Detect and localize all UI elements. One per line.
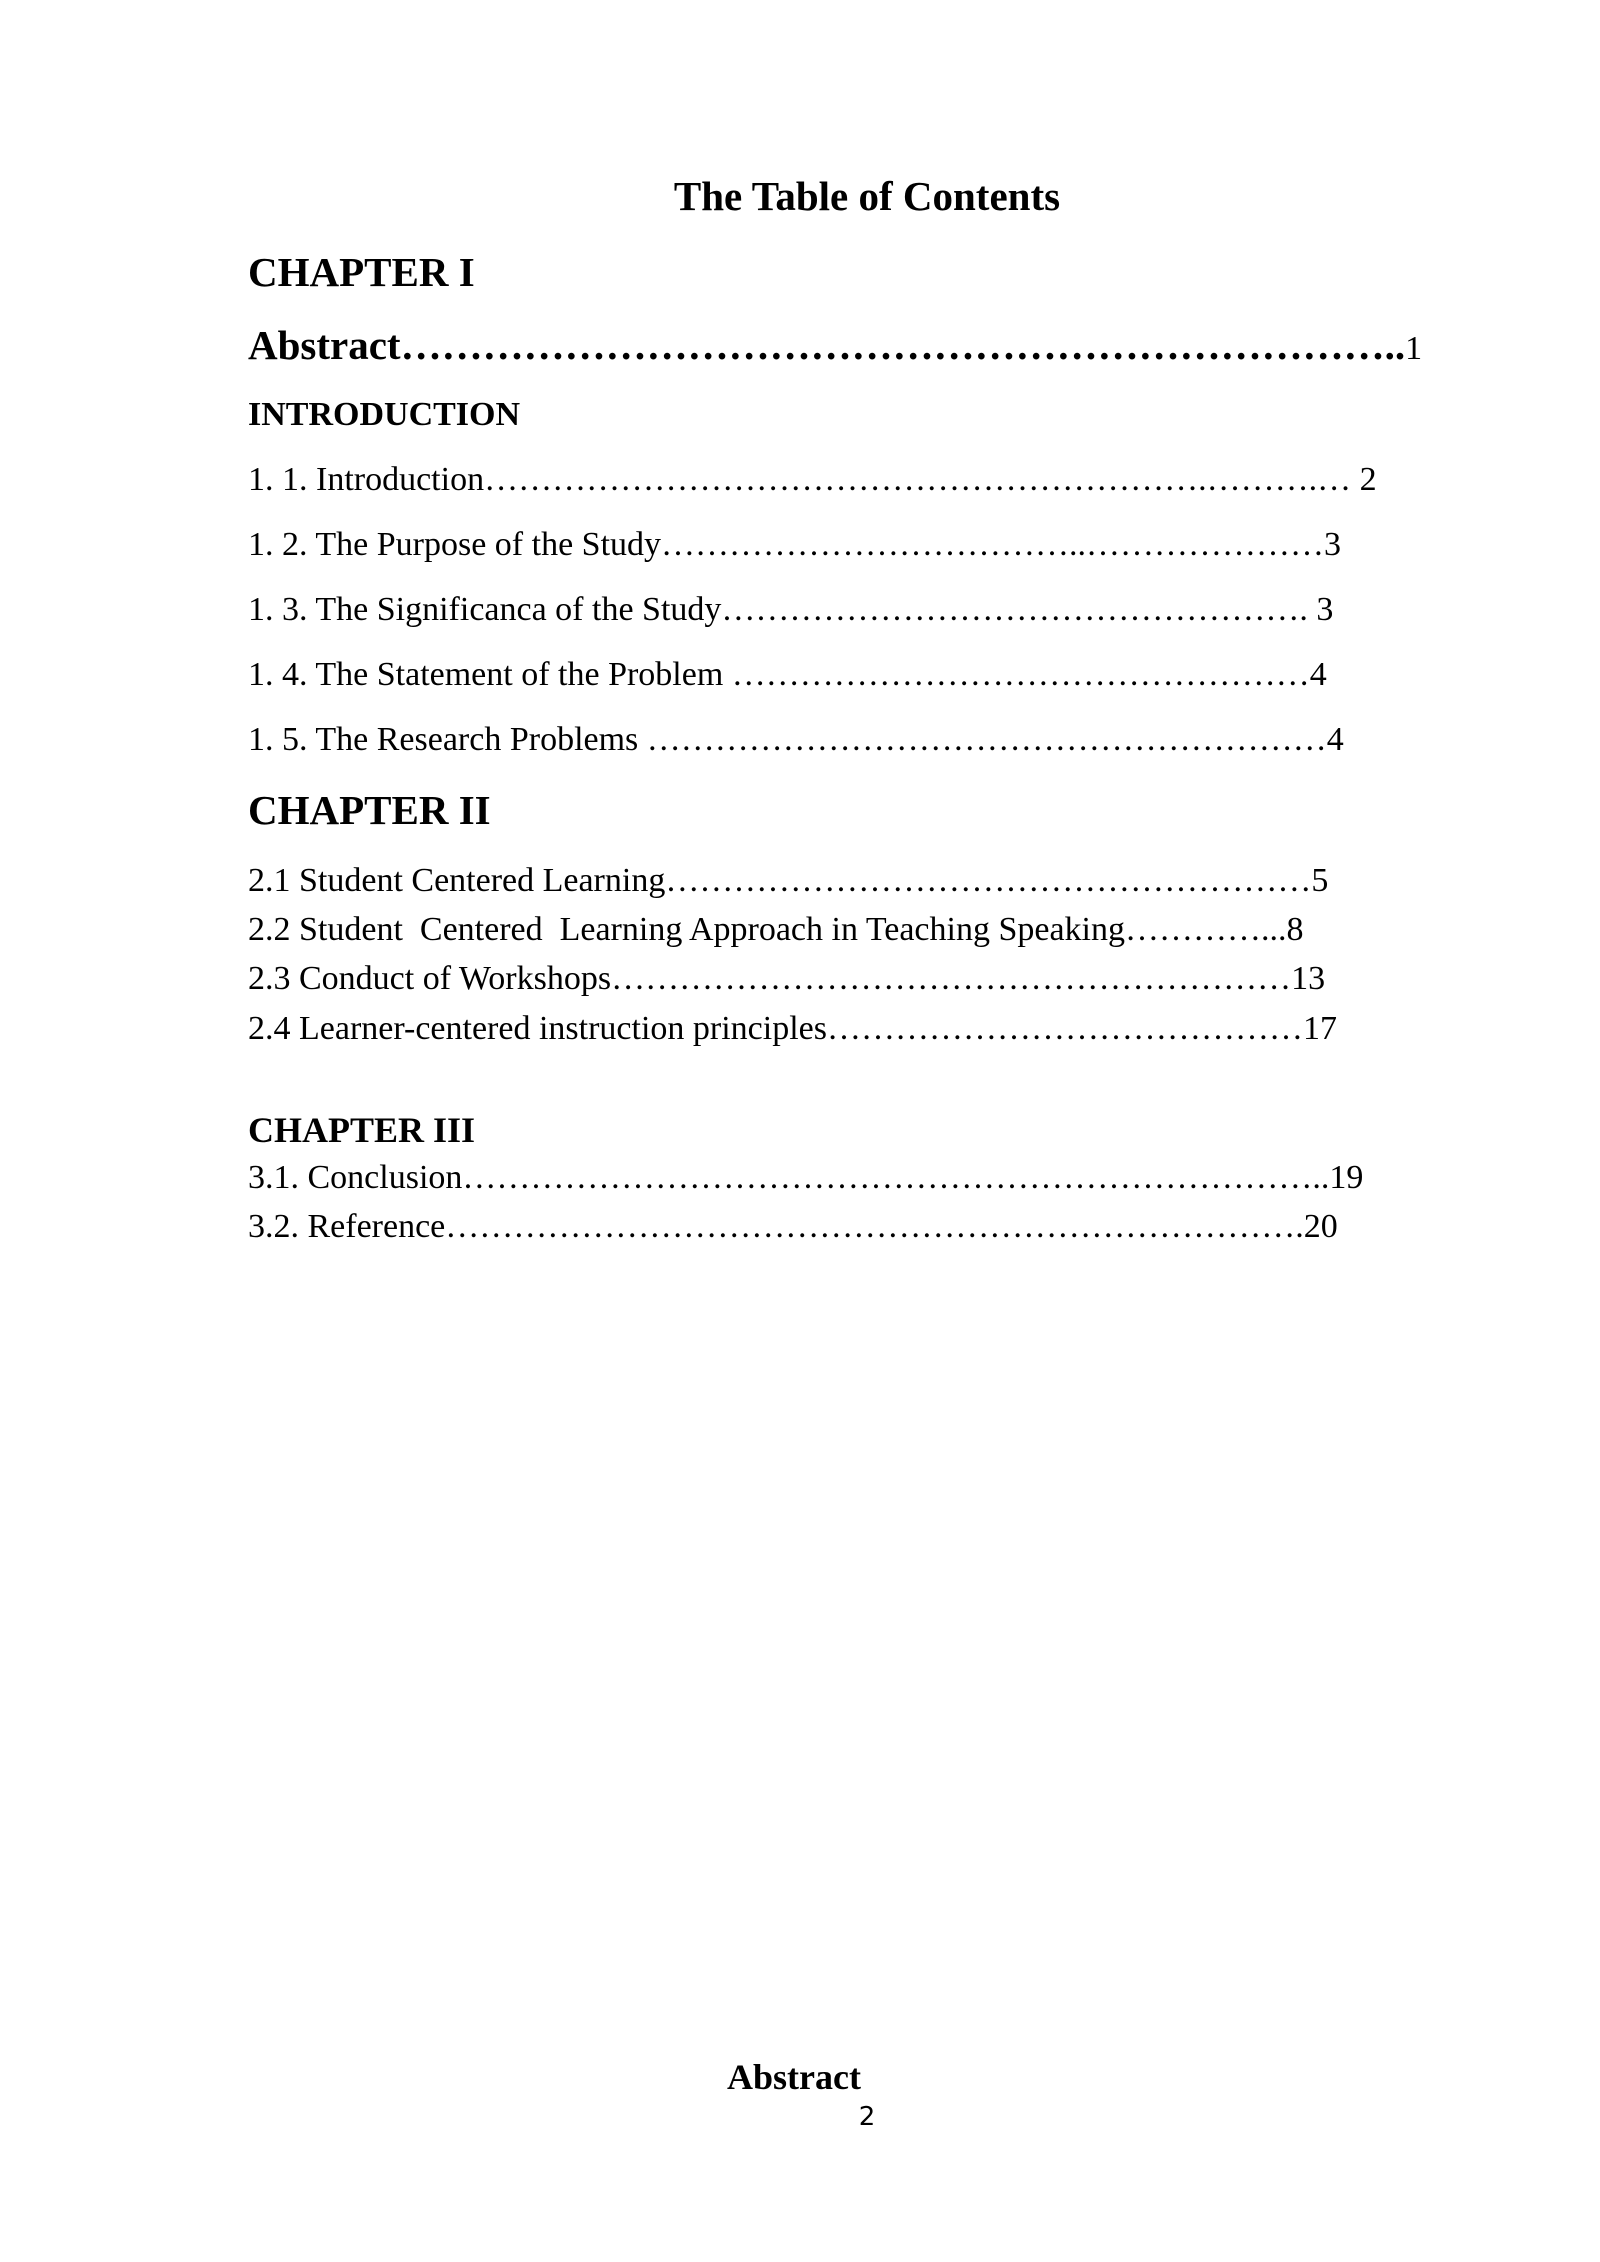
toc-entry-1-5[interactable]: 1. 5. The Research Problems ……………………………………………………4: [248, 721, 1344, 758]
toc-entry-2-1[interactable]: 2.1 Student Centered Learning…………………………………………………5: [248, 862, 1329, 899]
toc-entry-abstract[interactable]: [248, 322, 1423, 368]
toc-entry-1-3[interactable]: 1. 3. The Significanca of the Study……………………………………………. 3: [248, 591, 1334, 628]
chapter-1-heading: CHAPTER I: [248, 249, 475, 295]
introduction-heading: INTRODUCTION: [248, 396, 521, 433]
toc-entry-3-1[interactable]: 3.1. Conclusion…………………………………………………………………..19: [248, 1159, 1364, 1196]
toc-entry-abstract-page: 1: [1405, 330, 1423, 367]
chapter-3-heading: CHAPTER III: [248, 1110, 476, 1150]
toc-entry-abstract-label: Abstract………………………………………………………………..: [248, 322, 1406, 368]
page-title: The Table of Contents: [673, 173, 1061, 219]
toc-entry-1-2[interactable]: 1. 2. The Purpose of the Study………………………………..…………………3: [248, 526, 1342, 563]
page-number: 2: [858, 2102, 876, 2132]
toc-entry-2-2[interactable]: 2.2 Student Centered Learning Approach in Teaching Speaking…………...8: [248, 911, 1304, 948]
toc-entry-3-2[interactable]: 3.2. Reference………………………………………………………………….20: [248, 1208, 1338, 1245]
toc-entry-1-4[interactable]: 1. 4. The Statement of the Problem ……………………………………………4: [248, 656, 1327, 693]
chapter-2-heading: CHAPTER II: [248, 787, 491, 833]
toc-entry-2-3[interactable]: 2.3 Conduct of Workshops……………………………………………………13: [248, 960, 1326, 997]
toc-entry-2-4[interactable]: 2.4 Learner-centered instruction principles……………………………………17: [248, 1010, 1337, 1047]
toc-entry-1-1[interactable]: 1. 1. Introduction……………………………………………………….……….… 2: [248, 461, 1377, 498]
abstract-heading: Abstract: [727, 2057, 861, 2097]
